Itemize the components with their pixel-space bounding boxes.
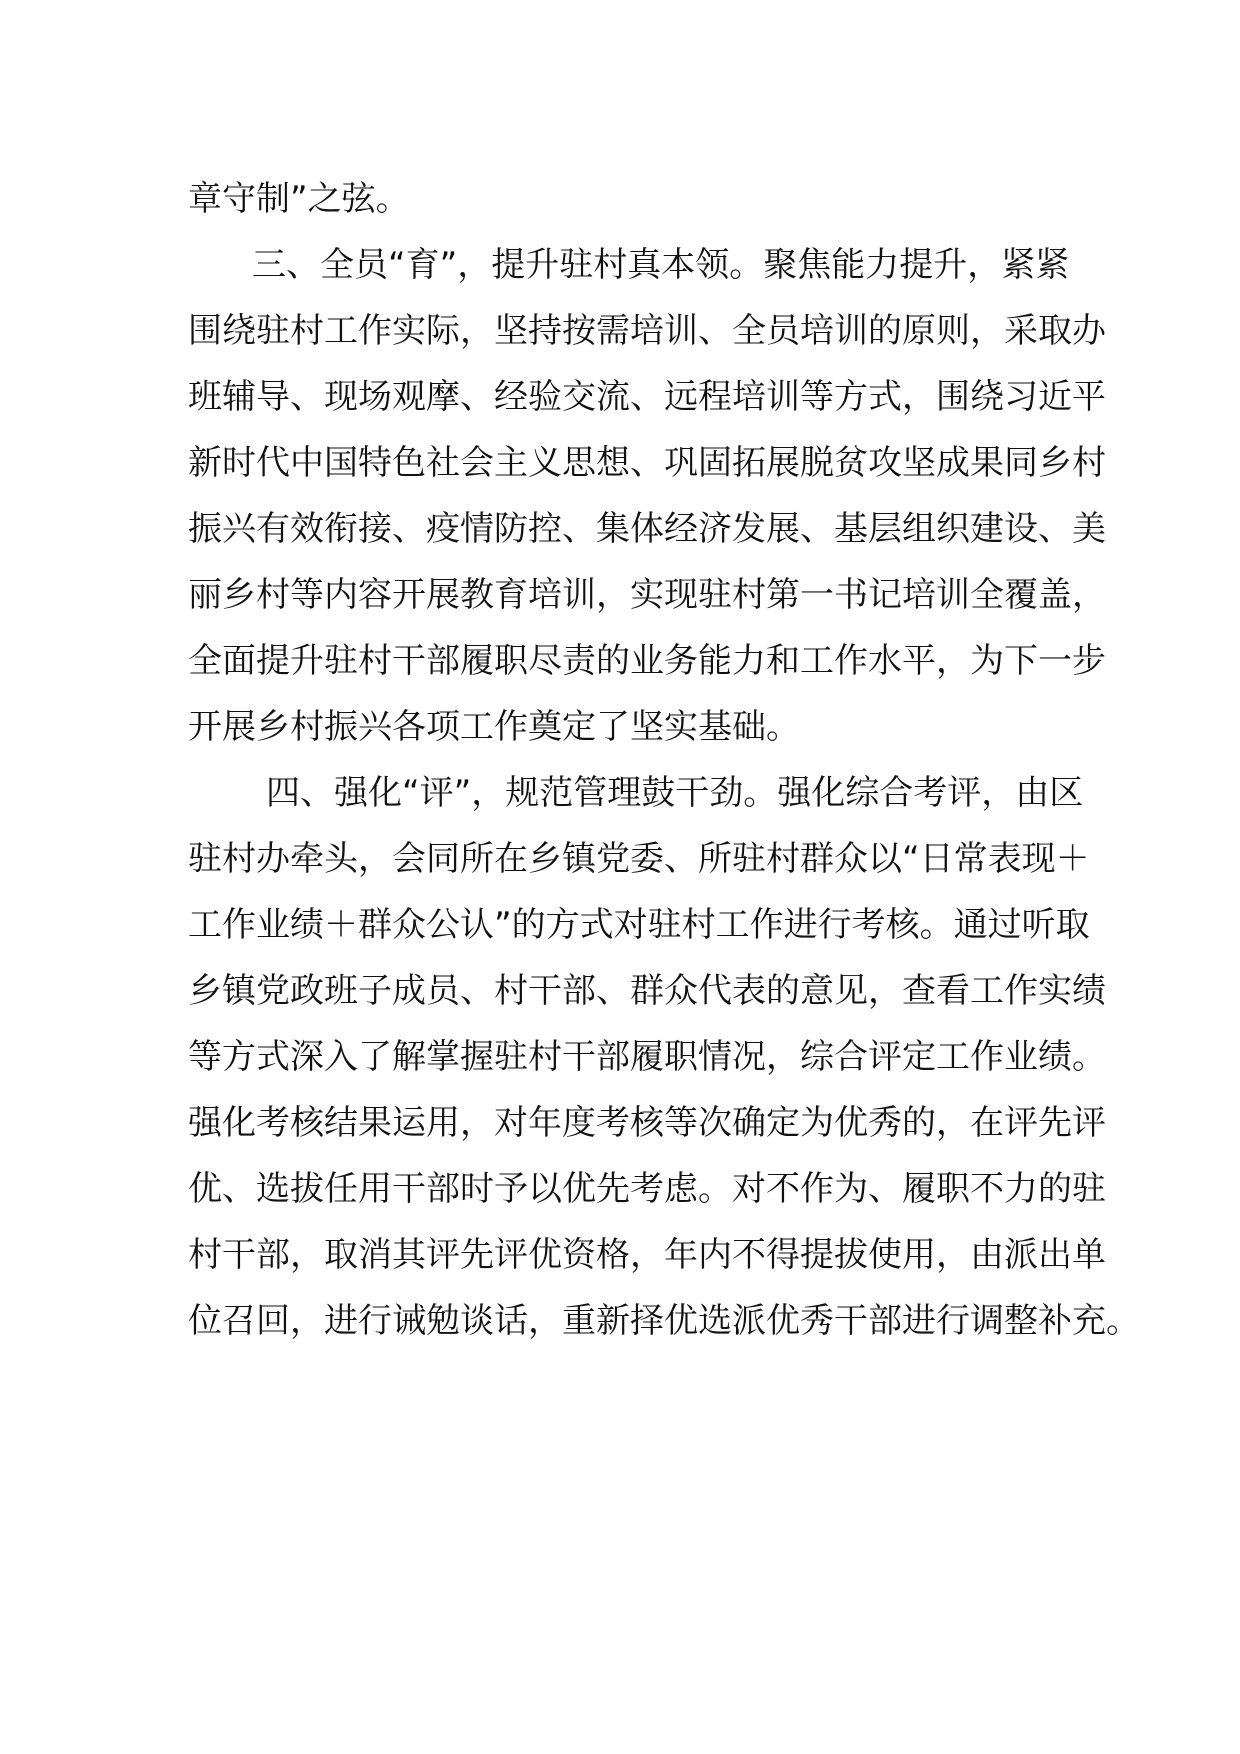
- text-line: 新时代中国特色社会主义思想、巩固拓展脱贫攻坚成果同乡村: [188, 443, 1106, 483]
- text-line: 强化考核结果运用，对年度考核等次确定为优秀的，在评先评: [188, 1103, 1106, 1143]
- text-line: 振兴有效衔接、疫情防控、集体经济发展、基层组织建设、美: [188, 509, 1106, 549]
- text-line: 乡镇党政班子成员、村干部、群众代表的意见，查看工作实绩: [188, 971, 1106, 1011]
- text-line: 章守制”之弦。: [188, 179, 410, 219]
- section-four-heading-line: 四、强化“评”，规范管理鼓干劲。强化综合考评，由区: [266, 773, 1084, 813]
- text-line: 丽乡村等内容开展教育培训，实现驻村第一书记培训全覆盖，: [188, 575, 1106, 615]
- section-three-heading-line: 三、全员“育”，提升驻村真本领。聚焦能力提升，紧紧: [252, 245, 1070, 285]
- text-line: 班辅导、现场观摩、经验交流、远程培训等方式，围绕习近平: [188, 377, 1106, 417]
- text-line: 全面提升驻村干部履职尽责的业务能力和工作水平，为下一步: [188, 641, 1106, 681]
- text-line: 村干部，取消其评先评优资格，年内不得提拔使用，由派出单: [188, 1235, 1106, 1275]
- text-line: 开展乡村振兴各项工作奠定了坚实基础。: [188, 707, 800, 747]
- text-line: 位召回，进行诫勉谈话，重新择优选派优秀干部进行调整补充。: [188, 1301, 1140, 1341]
- text-line: 驻村办牵头，会同所在乡镇党委、所驻村群众以“日常表现＋: [188, 839, 1090, 879]
- text-line: 优、选拔任用干部时予以优先考虑。对不作为、履职不力的驻: [188, 1169, 1106, 1209]
- document-body: [188, 166, 1140, 1354]
- text-line: 围绕驻村工作实际，坚持按需培训、全员培训的原则，采取办: [188, 311, 1106, 351]
- text-line: 等方式深入了解掌握驻村干部履职情况，综合评定工作业绩。: [188, 1037, 1106, 1077]
- text-line: 工作业绩＋群众公认”的方式对驻村工作进行考核。通过听取: [188, 905, 1090, 945]
